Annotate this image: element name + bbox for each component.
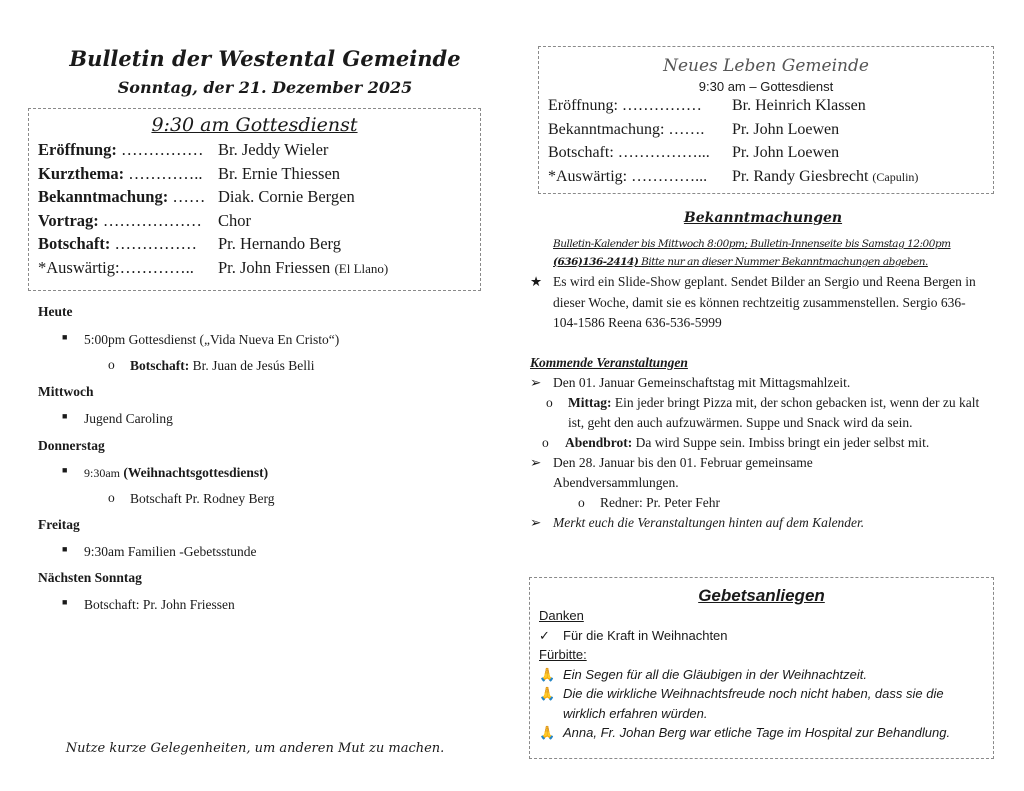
service-heading: 9:30 am Gottesdienst bbox=[151, 114, 358, 136]
service-row: Bekanntmachung: ……. Pr. John Loewen bbox=[548, 118, 993, 142]
schedule-item: ■ Jugend Caroling bbox=[62, 411, 173, 426]
arrow-icon: ➢ bbox=[530, 455, 542, 470]
schedule-item: ■ Botschaft: Pr. John Friessen bbox=[62, 597, 235, 612]
service-row: Botschaft: …………… Pr. Hernando Berg bbox=[38, 232, 480, 256]
prayer-item: 🙏 Die die wirkliche Weihnachtsfreude noch nicht haben, dass sie die wirklich erfahren würden. bbox=[539, 686, 944, 721]
prayer-box bbox=[529, 577, 994, 759]
service-row: Kurzthema: ………….. Br. Ernie Thiessen bbox=[38, 162, 480, 186]
event-item: ➢ Den 01. Januar Gemeinschaftstag mit Mittagsmahlzeit. bbox=[530, 373, 990, 393]
service-name: Pr. John Loewen bbox=[732, 144, 840, 161]
event-item: ➢ Merkt euch die Veranstaltungen hinten auf dem Kalender. bbox=[530, 513, 990, 533]
service-name: Br. Jeddy Wieler bbox=[218, 140, 329, 159]
thanks-item: ✓ Für die Kraft in Weihnachten bbox=[539, 626, 993, 646]
schedule-item: ■ 9:30am (Weihnachtsgottesdienst) bbox=[62, 465, 269, 480]
service-row: Eröffnung: …………… Br. Heinrich Klassen bbox=[548, 94, 993, 118]
intercession-label: Fürbitte: bbox=[539, 647, 587, 662]
announcement-notice: Bulletin-Kalender bis Mittwoch 8:00pm; Bulletin-Innenseite bis Samstag 12:00pm (636)136-2414) Bitte nur an dieser Nummer Bekanntmachungen abgeben. bbox=[553, 238, 951, 268]
praying-hands-icon: 🙏 bbox=[539, 666, 556, 682]
announcements-heading: Bekanntmachungen bbox=[683, 210, 843, 226]
service-row: Bekanntmachung: …… Diak. Cornie Bergen bbox=[38, 185, 480, 209]
arrow-icon: ➢ bbox=[530, 375, 542, 390]
praying-hands-icon: 🙏 bbox=[539, 686, 556, 701]
service-name: Chor bbox=[218, 210, 251, 230]
service-row: Vortrag: ……………… Chor bbox=[38, 209, 480, 233]
service-row: Eröffnung: …………… Br. Jeddy Wieler bbox=[38, 138, 480, 162]
day-heading: Mittwoch bbox=[38, 384, 94, 399]
day-heading: Freitag bbox=[38, 517, 80, 532]
schedule-subitem: o Botschaft Pr. Rodney Berg bbox=[108, 490, 275, 506]
prayer-heading: Gebetsanliegen bbox=[698, 586, 825, 605]
service-name: Br. Ernie Thiessen bbox=[218, 163, 341, 183]
neues-leben-subtitle: 9:30 am – Gottesdienst bbox=[698, 79, 834, 94]
praying-hands-icon: 🙏 bbox=[539, 725, 556, 740]
service-name: Pr. Randy Giesbrecht bbox=[732, 167, 869, 185]
announcement-item: ★ Es wird ein Slide-Show geplant. Sendet Bilder an Sergio und Reena Bergen in dieser Woche, damit sie es können rechtzeitig zusammenstellen. Sergio 636-104-1586 Reena 636-536-5999 bbox=[530, 274, 976, 330]
service-row: Botschaft: ……………... Pr. John Loewen bbox=[548, 141, 993, 165]
day-heading: Nächsten Sonntag bbox=[38, 570, 142, 585]
service-name: Br. Heinrich Klassen bbox=[732, 97, 866, 114]
thanks-label: Danken bbox=[539, 608, 584, 623]
service-name: Pr. John Loewen bbox=[732, 120, 840, 138]
event-item: ➢ Den 28. Januar bis den 01. Februar gemeinsame Abendversammlungen. bbox=[530, 455, 813, 490]
day-heading: Heute bbox=[38, 304, 73, 319]
events-heading: Kommende Veranstaltungen bbox=[530, 355, 688, 370]
schedule-item: ■ 5:00pm Gottesdienst („Vida Nueva En Cristo“) bbox=[62, 332, 340, 347]
service-note: (El Llano) bbox=[334, 260, 389, 276]
service-box bbox=[28, 108, 481, 291]
service-row: *Auswärtig:………….. Pr. John Friessen (El Llano) bbox=[38, 257, 389, 277]
service-note: (Capulin) bbox=[872, 169, 919, 184]
events-section bbox=[530, 353, 990, 533]
neues-leben-title: Neues Leben Gemeinde bbox=[663, 56, 869, 76]
event-subitem: o Abendbrot: Da wird Suppe sein. Imbiss bringt ein jeder selbst mit. bbox=[542, 435, 930, 450]
service-row: *Auswärtig: …………... Pr. Randy Giesbrecht (Capulin) bbox=[548, 167, 919, 185]
star-icon: ★ bbox=[530, 274, 543, 289]
schedule-item: ■ 9:30am Familien -Gebetsstunde bbox=[62, 544, 257, 559]
bulletin-title: Bulletin der Westental Gemeinde bbox=[69, 46, 461, 71]
service-name: Pr. John Friessen bbox=[218, 257, 331, 277]
arrow-icon: ➢ bbox=[530, 515, 542, 530]
event-subitem: o Mittag: Ein jeder bringt Pizza mit, der schon gebacken ist, wenn der zu kalt ist, geht den auch aufzuwärmen. Suppe und Snack wird da sein. bbox=[546, 395, 980, 430]
service-name: Diak. Cornie Bergen bbox=[218, 187, 355, 206]
checkmark-icon: ✓ bbox=[539, 627, 550, 643]
day-heading: Donnerstag bbox=[38, 438, 105, 453]
service-name: Pr. Hernando Berg bbox=[218, 234, 341, 253]
bulletin-date: Sonntag, der 21. Dezember 2025 bbox=[117, 78, 413, 97]
schedule-subitem: o Botschaft: Br. Juan de Jesús Belli bbox=[108, 357, 315, 373]
weekly-schedule bbox=[38, 304, 478, 623]
prayer-item: 🙏 Ein Segen für all die Gläubigen in der Weihnachtzeit. bbox=[539, 665, 993, 685]
footer-quote: Nutze kurze Gelegenheiten, um anderen Mut zu machen. bbox=[65, 741, 445, 756]
prayer-item: 🙏 Anna, Fr. Johan Berg war etliche Tage im Hospital zur Behandlung. bbox=[539, 723, 993, 743]
neues-leben-box bbox=[538, 46, 994, 194]
event-subitem: o Redner: Pr. Peter Fehr bbox=[578, 495, 720, 510]
